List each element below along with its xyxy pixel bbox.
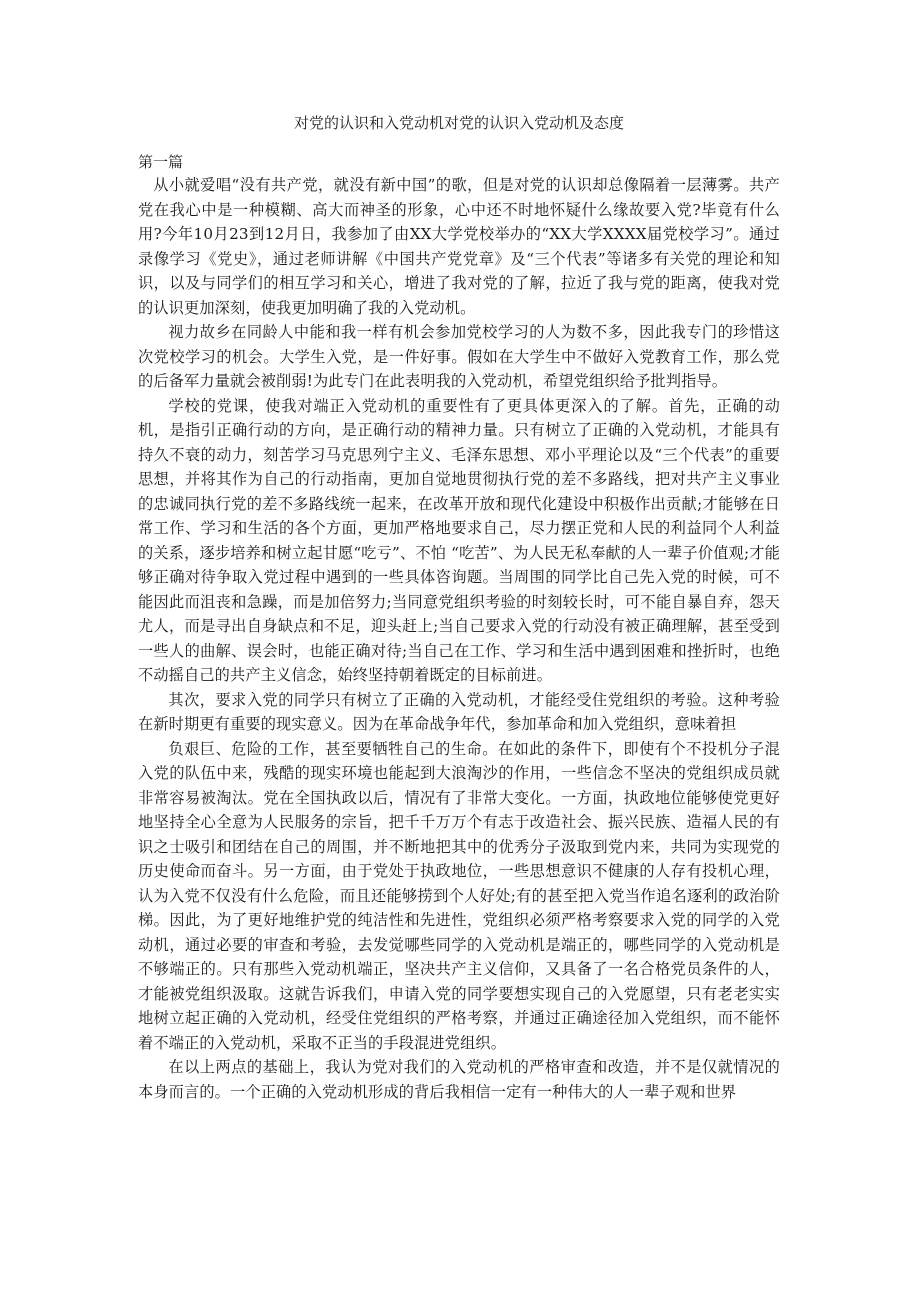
section-label: 第一篇 [138,153,184,171]
paragraph-1: 从小就爱唱“没有共产党，就没有新中国”的歌，但是对党的认识却总像隔着一层薄雾。共产党在我心中是一种模糊、高大而神圣的形象，心中还不时地怀疑什么缘故要入党?毕竟有什么用?今年10月23到12月日，我参加了由XX大学党校举办的“XX大学XXXX届党校学习”。通过录像学习《党史》，通过老师讲解《中国共产党党章》及“三个代表”等诸多有关党的理论和知识，以及与同学们的相互学习和关心，增进了我对党的了解，拉近了我与党的距离，使我对党的认识更加深刻，使我更加明确了我的入党动机。 [138,176,780,317]
paragraph-4: 其次，要求入党的同学只有树立了正确的入党动机，才能经受住党组织的考验。这种考验在新时期更有重要的现实意义。因为在革命战争年代，参加革命和加入党组织，意味着担 [138,690,780,733]
document-title: 对党的认识和入党动机对党的认识入党动机及态度 [293,114,624,132]
paragraph-6: 在以上两点的基础上，我认为党对我们的入党动机的严格审查和改造，并不是仅就情况的本身而言的。一个正确的入党动机形成的背后我相信一定有一种伟大的人一辈子观和世界 [138,1058,780,1101]
paragraph-5: 负艰巨、危险的工作，甚至要牺牲自己的生命。在如此的条件下，即使有个不投机分子混入党的队伍中来，残酷的现实环境也能起到大浪淘沙的作用，一些信念不坚决的党组织成员就非常容易被淘汰。党在全国执政以后，情况有了非常大变化。一方面，执政地位能够使党更好地坚持全心全意为人民服务的宗旨，把千千万万个有志于改造社会、振兴民族、造福人民的有识之士吸引和团结在自己的周围，并不断地把其中的优秀分子汲取到党内来，共同为实现党的历史使命而奋斗。另一方面，由于党处于执政地位，一些思想意识不健康的人存有投机心理，认为入党不仅没有什么危险，而且还能够捞到个人好处;有的甚至把入党当作追名逐利的政治阶梯。因此，为了更好地维护党的纯洁性和先进性，党组织必须严格考察要求入党的同学的入党动机，通过必要的审查和考验，去发觉哪些同学的入党动机是端正的，哪些同学的入党动机是不够端正的。只有那些入党动机端正，坚决共产主义信仰，又具备了一名合格党员条件的人，才能被党组织汲取。这就告诉我们，申请入党的同学要想实现自己的入党愿望，只有老老实实地树立起正确的入党动机，经受住党组织的严格考察，并通过正确途径加入党组织，而不能怀着不端正的入党动机，采取不正当的手段混进党组织。 [138,739,780,1052]
paragraph-2: 视力故乡在同龄人中能和我一样有机会参加党校学习的人为数不多，因此我专门的珍惜这次党校学习的机会。大学生入党，是一件好事。假如在大学生中不做好入党教育工作，那么党的后备军力量就会被削弱!为此专门在此表明我的入党动机，希望党组织给予批判指导。 [138,323,780,390]
document-page [138,112,780,1104]
paragraph-3: 学校的党课，使我对端正入党动机的重要性有了更具体更深入的了解。首先，正确的动机，是指引正确行动的方向，是正确行动的精神力量。只有树立了正确的入党动机，才能具有持久不衰的动力，刻苦学习马克思列宁主义、毛泽东思想、邓小平理论以及“三个代表”的重要思想，并将其作为自己的行动指南，更加自觉地贯彻执行党的差不多路线，把对共产主义事业的忠诚同执行党的差不多路线统一起来，在改革开放和现代化建设中积极作出贡献;才能够在日常工作、学习和生活的各个方面，更加严格地要求自己，尽力摆正党和人民的利益同个人利益的关系，逐步培养和树立起甘愿“吃亏”、不怕 “吃苦”、为人民无私奉献的人一辈子价值观;才能够正确对待争取入党过程中遇到的一些具体咨询题。当周围的同学比自己先入党的时候，可不能因此而沮丧和急躁，而是加倍努力;当同意党组织考验的时刻较长时，可不能自暴自弃，怨天尤人，而是寻出自身缺点和不足，迎头赶上;当自己要求入党的行动没有被正确理解，甚至受到一些人的曲解、误会时，也能正确对待;当自己在工作、学习和生活中遇到困难和挫折时，也绝不动摇自己的共产主义信念，始终坚持朝着既定的目标前进。 [138,396,780,684]
